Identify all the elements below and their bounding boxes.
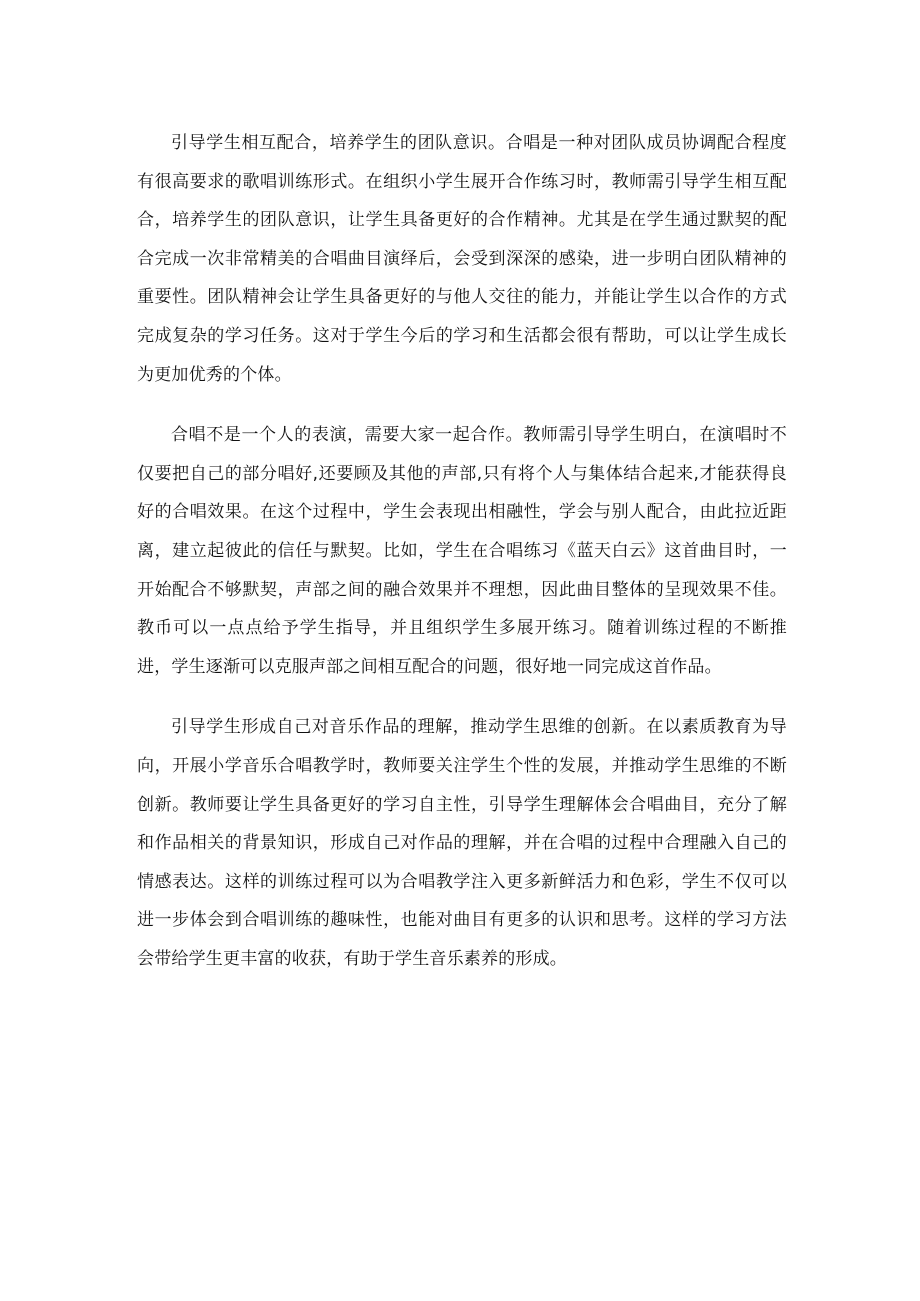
paragraph-cooperation: 合唱不是一个人的表演，需要大家一起合作。教师需引导学生明白，在演唱时不仅要把自己的部分唱好,还要顾及其他的声部,只有将个人与集体结合起来,才能获得良好的合唱效果。在这个过程中，学生会表现出相融性，学会与别人配合，由此拉近距离，建立起彼此的信任与默契。比如，学生在合唱练习《蓝天白云》这首曲目时，一开始配合不够默契，声部之间的融合效果并不理想，因此曲目整体的呈现效果不佳。教币可以一点点给予学生指导，并且组织学生多展开练习。随着训练过程的不断推进，学生逐渐可以克服声部之间相互配合的问题，很好地一同完成这首作品。 (137, 425, 787, 677)
paragraph-understanding: 引导学生形成自己对音乐作品的理解，推动学生思维的创新。在以素质教育为导向，开展小学音乐合唱教学时，教师要关注学生个性的发展，并推动学生思维的不断创新。教师要让学生具备更好的学习自主性，引导学生理解体会合唱曲目，充分了解和作品相关的背景知识，形成自己对作品的理解，并在合唱的过程中合理融入自己的情感表达。这样的训练过程可以为合唱教学注入更多新鲜活力和色彩，学生不仅可以进一步体会到合唱训练的趣味性，也能对曲目有更多的认识和思考。这样的学习方法会带给学生更丰富的收获，有助于学生音乐素养的形成。 (137, 717, 787, 969)
paragraph-teamwork: 引导学生相互配合，培养学生的团队意识。合唱是一种对团队成员协调配合程度有很高要求的歌唱训练形式。在组织小学生展开合作练习时，教师需引导学生相互配合，培养学生的团队意识，让学生具备更好的合作精神。尤其是在学生通过默契的配合完成一次非常精美的合唱曲目演绎后，会受到深深的感染，进一步明白团队精神的重要性。团队精神会让学生具备更好的与他人交往的能力，并能让学生以合作的方式完成复杂的学习任务。这对于学生今后的学习和生活都会很有帮助，可以让学生成长为更加优秀的个体。 (137, 133, 787, 385)
document-body (137, 124, 787, 1000)
